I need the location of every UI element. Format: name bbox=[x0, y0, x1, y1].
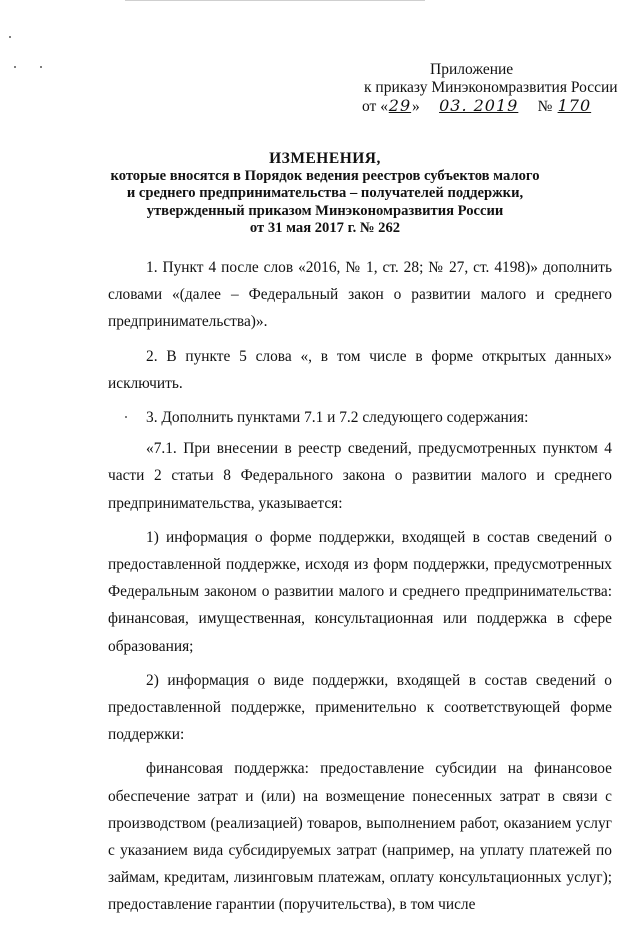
paragraph-7: финансовая поддержка: предоставление субсидии на финансовое обеспечение затрат и (или) на возмещение понесенных затрат в связи с производством (реализацией) товаров, выполнением работ, оказанием услуг с указанием вида субсидируемых затрат (например, на уплату платежей по займам, кредитам, лизинговым платежам, оплату консультационных услуг); предоставление гарантии (поручительства), в том числе bbox=[108, 760, 612, 914]
appendix-label: Приложение bbox=[430, 61, 514, 78]
paragraph-1: 1. Пункт 4 после слов «2016, № 1, ст. 28; № 27, ст. 4198)» дополнить словами «(далее – Федеральный закон о развитии малого и среднего предпринимательства)». bbox=[108, 259, 612, 331]
heading-line-2: и среднего предпринимательства – получателей поддержки, bbox=[126, 185, 524, 202]
scan-speck bbox=[9, 36, 11, 38]
heading-line-1: которые вносятся в Порядок ведения реестров субъектов малого bbox=[110, 167, 540, 184]
heading-line-3: утвержденный приказом Минэкономразвития России bbox=[146, 202, 504, 219]
scan-edge-line bbox=[125, 0, 425, 1]
heading-line-4: от 31 мая 2017 г. № 262 bbox=[249, 220, 401, 237]
date-prefix: от « bbox=[362, 98, 388, 115]
handwritten-day: 29 bbox=[388, 96, 412, 115]
paragraph-5: 1) информация о форме поддержки, входящей в состав сведений о предоставленной поддержке, исходя из форм поддержки, предусмотренных Федеральным законом о развитии малого и среднего предпринимательства: финансовая, имущественная, консультационная или поддержка в сфере образования; bbox=[108, 528, 612, 655]
appendix-order-ref: к приказу Минэкономразвития России bbox=[364, 79, 618, 96]
number-prefix: № bbox=[537, 98, 553, 115]
appendix-date-line bbox=[362, 97, 632, 116]
appendix-header bbox=[362, 61, 632, 116]
paragraph-2: 2. В пункте 5 слова «, в том числе в форме открытых данных» исключить. bbox=[108, 347, 612, 392]
heading-title: ИЗМЕНЕНИЯ, bbox=[269, 150, 381, 167]
paragraph-3: 3. Дополнить пунктами 7.1 и 7.2 следующего содержания: bbox=[146, 409, 529, 427]
document-body bbox=[108, 254, 612, 926]
handwritten-month-year: 03. 2019 bbox=[439, 96, 519, 115]
date-mid: » bbox=[411, 98, 420, 115]
paragraph-4: «7.1. При внесении в реестр сведений, предусмотренных пунктом 4 части 2 статьи 8 Федерального закона о развитии малого и среднего предпринимательства, указывается: bbox=[108, 440, 612, 512]
scan-speck bbox=[40, 66, 42, 68]
scan-speck bbox=[14, 66, 16, 68]
handwritten-number: 170 bbox=[557, 96, 592, 115]
paragraph-6: 2) информация о виде поддержки, входящей в состав сведений о предоставленной поддержке, применительно к соответствующей форме поддержки: bbox=[108, 671, 612, 744]
document-heading bbox=[60, 150, 590, 238]
